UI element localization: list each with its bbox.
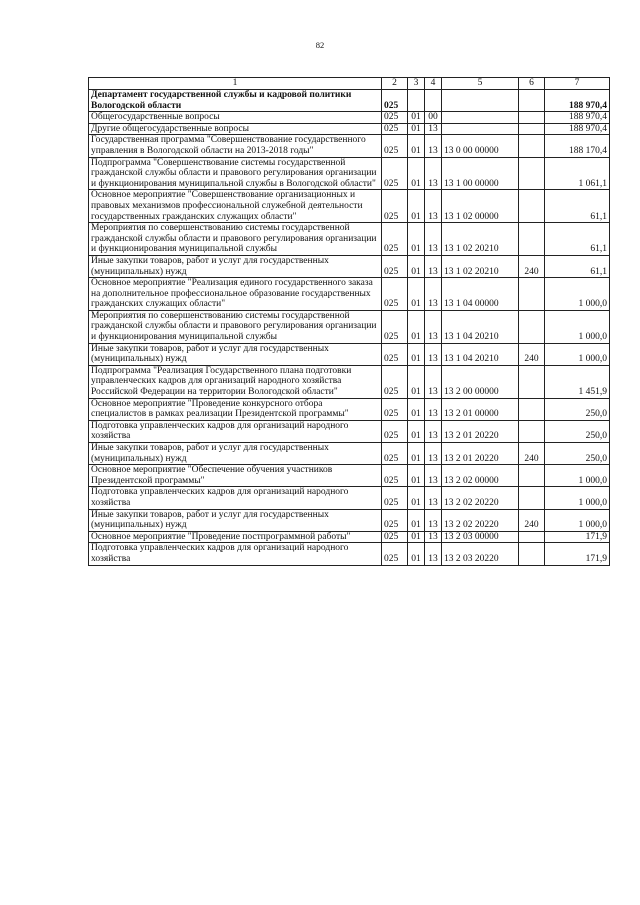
row-section: 01 bbox=[408, 543, 425, 565]
row-subsection: 13 bbox=[425, 310, 442, 343]
table-row bbox=[89, 190, 610, 223]
table-row bbox=[89, 420, 610, 442]
table-row bbox=[89, 135, 610, 157]
row-section: 01 bbox=[408, 365, 425, 398]
row-target-article: 13 2 01 20220 bbox=[442, 420, 519, 442]
table-row bbox=[89, 310, 610, 343]
row-code: 025 bbox=[382, 465, 408, 487]
row-amount: 188 970,4 bbox=[545, 90, 610, 112]
row-code: 025 bbox=[382, 343, 408, 365]
row-amount: 1 000,0 bbox=[545, 310, 610, 343]
row-amount: 171,9 bbox=[545, 531, 610, 543]
row-amount: 250,0 bbox=[545, 443, 610, 465]
table-row bbox=[89, 531, 610, 543]
header-cell-section: 3 bbox=[408, 78, 425, 90]
row-subsection: 13 bbox=[425, 543, 442, 565]
row-name: Подпрограмма "Реализация Государственного плана подготовки управленческих кадров для организаций народного хозяйства Российской Федерации на территории Вологодской области" bbox=[89, 365, 382, 398]
row-expense-type bbox=[519, 487, 545, 509]
row-subsection: 13 bbox=[425, 509, 442, 531]
row-code: 025 bbox=[382, 487, 408, 509]
row-target-article: 13 1 02 00000 bbox=[442, 190, 519, 223]
table-row bbox=[89, 255, 610, 277]
row-subsection: 13 bbox=[425, 531, 442, 543]
row-section: 01 bbox=[408, 465, 425, 487]
row-name: Иные закупки товаров, работ и услуг для государственных (муниципальных) нужд bbox=[89, 343, 382, 365]
row-amount: 61,1 bbox=[545, 223, 610, 256]
header-cell-expense-type: 6 bbox=[519, 78, 545, 90]
table-row bbox=[89, 487, 610, 509]
header-cell-code: 2 bbox=[382, 78, 408, 90]
row-target-article: 13 2 03 00000 bbox=[442, 531, 519, 543]
row-subsection: 13 bbox=[425, 487, 442, 509]
row-section: 01 bbox=[408, 112, 425, 124]
row-amount: 1 000,0 bbox=[545, 465, 610, 487]
row-subsection: 13 bbox=[425, 343, 442, 365]
row-code: 025 bbox=[382, 157, 408, 190]
row-amount: 1 000,0 bbox=[545, 487, 610, 509]
row-expense-type bbox=[519, 543, 545, 565]
row-target-article: 13 1 02 20210 bbox=[442, 223, 519, 256]
row-name: Основное мероприятие "Проведение постпрограммной работы" bbox=[89, 531, 382, 543]
table-row bbox=[89, 343, 610, 365]
row-name: Департамент государственной службы и кадровой политики Вологодской области bbox=[89, 90, 382, 112]
header-cell-target-article: 5 bbox=[442, 78, 519, 90]
table-row bbox=[89, 509, 610, 531]
row-subsection: 13 bbox=[425, 255, 442, 277]
header-cell-subsection: 4 bbox=[425, 78, 442, 90]
row-code: 025 bbox=[382, 90, 408, 112]
row-code: 025 bbox=[382, 123, 408, 135]
row-target-article: 13 2 02 20220 bbox=[442, 487, 519, 509]
row-code: 025 bbox=[382, 310, 408, 343]
row-section: 01 bbox=[408, 223, 425, 256]
row-name: Подготовка управленческих кадров для организаций народного хозяйства bbox=[89, 420, 382, 442]
table-row bbox=[89, 543, 610, 565]
row-expense-type bbox=[519, 223, 545, 256]
row-section: 01 bbox=[408, 487, 425, 509]
row-name: Основное мероприятие "Обеспечение обучения участников Президентской программы" bbox=[89, 465, 382, 487]
row-section: 01 bbox=[408, 190, 425, 223]
row-name: Основное мероприятие "Совершенствование организационных и правовых механизмов профессиональной служебной деятельности государственных гражданских служащих области" bbox=[89, 190, 382, 223]
row-expense-type bbox=[519, 157, 545, 190]
row-expense-type: 240 bbox=[519, 255, 545, 277]
row-section: 01 bbox=[408, 343, 425, 365]
row-amount: 1 451,9 bbox=[545, 365, 610, 398]
row-subsection: 13 bbox=[425, 420, 442, 442]
row-subsection: 13 bbox=[425, 443, 442, 465]
row-section: 01 bbox=[408, 157, 425, 190]
row-subsection: 13 bbox=[425, 278, 442, 311]
row-target-article: 13 1 04 00000 bbox=[442, 278, 519, 311]
budget-table bbox=[88, 77, 610, 566]
row-section bbox=[408, 90, 425, 112]
table-row bbox=[89, 223, 610, 256]
row-name: Другие общегосударственные вопросы bbox=[89, 123, 382, 135]
row-subsection: 13 bbox=[425, 190, 442, 223]
row-expense-type bbox=[519, 112, 545, 124]
row-amount: 171,9 bbox=[545, 543, 610, 565]
row-expense-type: 240 bbox=[519, 509, 545, 531]
row-section: 01 bbox=[408, 509, 425, 531]
row-amount: 1 000,0 bbox=[545, 509, 610, 531]
row-subsection: 13 bbox=[425, 135, 442, 157]
row-name: Подготовка управленческих кадров для организаций народного хозяйства bbox=[89, 543, 382, 565]
row-section: 01 bbox=[408, 135, 425, 157]
row-subsection: 00 bbox=[425, 112, 442, 124]
row-expense-type: 240 bbox=[519, 443, 545, 465]
row-name: Государственная программа "Совершенствование государственного управления в Вологодской области на 2013-2018 годы" bbox=[89, 135, 382, 157]
table-row bbox=[89, 157, 610, 190]
row-subsection: 13 bbox=[425, 365, 442, 398]
row-code: 025 bbox=[382, 278, 408, 311]
row-section: 01 bbox=[408, 420, 425, 442]
table-row bbox=[89, 123, 610, 135]
row-target-article bbox=[442, 90, 519, 112]
row-subsection: 13 bbox=[425, 123, 442, 135]
table-row bbox=[89, 365, 610, 398]
row-target-article bbox=[442, 112, 519, 124]
table-row bbox=[89, 112, 610, 124]
row-amount: 250,0 bbox=[545, 398, 610, 420]
row-target-article: 13 1 04 20210 bbox=[442, 343, 519, 365]
row-expense-type: 240 bbox=[519, 343, 545, 365]
row-amount: 188 170,4 bbox=[545, 135, 610, 157]
row-code: 025 bbox=[382, 365, 408, 398]
header-cell-amount: 7 bbox=[545, 78, 610, 90]
row-target-article: 13 2 02 20220 bbox=[442, 509, 519, 531]
row-section: 01 bbox=[408, 278, 425, 311]
row-target-article: 13 2 01 20220 bbox=[442, 443, 519, 465]
row-section: 01 bbox=[408, 255, 425, 277]
row-code: 025 bbox=[382, 398, 408, 420]
row-target-article: 13 1 02 20210 bbox=[442, 255, 519, 277]
row-target-article: 13 1 00 00000 bbox=[442, 157, 519, 190]
row-expense-type bbox=[519, 465, 545, 487]
row-name: Подпрограмма "Совершенствование системы государственной гражданской службы области и правового регулирования организации и функционирования муниципальной службы в Вологодской области" bbox=[89, 157, 382, 190]
row-code: 025 bbox=[382, 223, 408, 256]
row-amount: 61,1 bbox=[545, 190, 610, 223]
row-name: Иные закупки товаров, работ и услуг для государственных (муниципальных) нужд bbox=[89, 443, 382, 465]
row-code: 025 bbox=[382, 190, 408, 223]
row-expense-type bbox=[519, 123, 545, 135]
table-row bbox=[89, 443, 610, 465]
table-header-row bbox=[89, 78, 610, 90]
table-row bbox=[89, 465, 610, 487]
row-amount: 61,1 bbox=[545, 255, 610, 277]
row-target-article: 13 1 04 20210 bbox=[442, 310, 519, 343]
row-name: Общегосударственные вопросы bbox=[89, 112, 382, 124]
row-name: Иные закупки товаров, работ и услуг для государственных (муниципальных) нужд bbox=[89, 255, 382, 277]
row-name: Мероприятия по совершенствованию системы государственной гражданской службы области и правового регулирования организации и функционирования муниципальной службы bbox=[89, 223, 382, 256]
row-target-article bbox=[442, 123, 519, 135]
row-subsection bbox=[425, 90, 442, 112]
row-section: 01 bbox=[408, 123, 425, 135]
row-target-article: 13 2 00 00000 bbox=[442, 365, 519, 398]
row-amount: 1 061,1 bbox=[545, 157, 610, 190]
row-amount: 1 000,0 bbox=[545, 278, 610, 311]
table-row bbox=[89, 398, 610, 420]
row-section: 01 bbox=[408, 531, 425, 543]
page-number: 82 bbox=[315, 40, 325, 50]
row-code: 025 bbox=[382, 420, 408, 442]
row-expense-type bbox=[519, 278, 545, 311]
row-code: 025 bbox=[382, 112, 408, 124]
row-code: 025 bbox=[382, 443, 408, 465]
table-row bbox=[89, 90, 610, 112]
row-subsection: 13 bbox=[425, 157, 442, 190]
row-subsection: 13 bbox=[425, 465, 442, 487]
row-expense-type bbox=[519, 310, 545, 343]
row-code: 025 bbox=[382, 135, 408, 157]
row-name: Основное мероприятие "Реализация единого государственного заказа на дополнительное профессиональное образование государственных гражданских служащих области" bbox=[89, 278, 382, 311]
row-target-article: 13 2 03 20220 bbox=[442, 543, 519, 565]
row-code: 025 bbox=[382, 531, 408, 543]
row-name: Иные закупки товаров, работ и услуг для государственных (муниципальных) нужд bbox=[89, 509, 382, 531]
row-expense-type bbox=[519, 190, 545, 223]
row-subsection: 13 bbox=[425, 223, 442, 256]
row-expense-type bbox=[519, 90, 545, 112]
row-amount: 188 970,4 bbox=[545, 123, 610, 135]
row-amount: 188 970,4 bbox=[545, 112, 610, 124]
row-target-article: 13 2 02 00000 bbox=[442, 465, 519, 487]
row-expense-type bbox=[519, 135, 545, 157]
row-amount: 1 000,0 bbox=[545, 343, 610, 365]
table-row bbox=[89, 278, 610, 311]
row-expense-type bbox=[519, 420, 545, 442]
row-code: 025 bbox=[382, 255, 408, 277]
row-section: 01 bbox=[408, 398, 425, 420]
row-amount: 250,0 bbox=[545, 420, 610, 442]
header-cell-name: 1 bbox=[89, 78, 382, 90]
row-expense-type bbox=[519, 531, 545, 543]
row-target-article: 13 0 00 00000 bbox=[442, 135, 519, 157]
row-name: Основное мероприятие "Проведение конкурсного отбора специалистов в рамках реализации Президентской программы" bbox=[89, 398, 382, 420]
row-section: 01 bbox=[408, 443, 425, 465]
row-code: 025 bbox=[382, 543, 408, 565]
row-name: Подготовка управленческих кадров для организаций народного хозяйства bbox=[89, 487, 382, 509]
row-name: Мероприятия по совершенствованию системы государственной гражданской службы области и правового регулирования организации и функционирования муниципальной службы bbox=[89, 310, 382, 343]
row-subsection: 13 bbox=[425, 398, 442, 420]
row-expense-type bbox=[519, 365, 545, 398]
row-code: 025 bbox=[382, 509, 408, 531]
row-target-article: 13 2 01 00000 bbox=[442, 398, 519, 420]
row-expense-type bbox=[519, 398, 545, 420]
row-section: 01 bbox=[408, 310, 425, 343]
